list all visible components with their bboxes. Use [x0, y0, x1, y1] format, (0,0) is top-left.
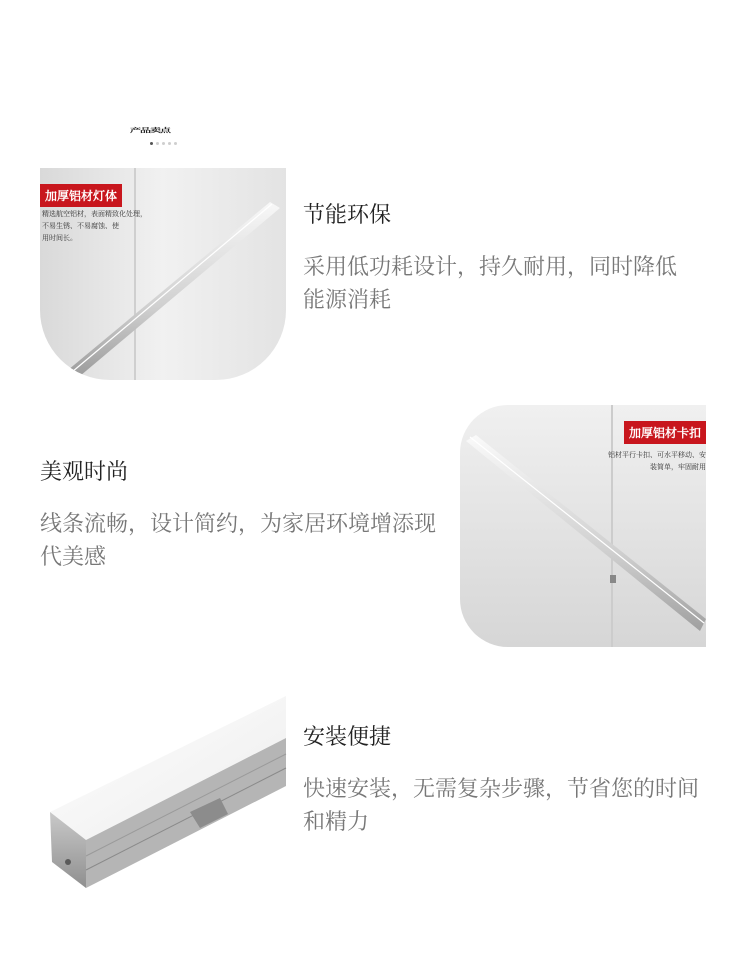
carousel-dots[interactable] — [150, 142, 177, 145]
feature-description: 快速安装，无需复杂步骤，节省您的时间和精力 — [303, 777, 700, 835]
promo-tag: 加厚铝材卡扣 — [624, 421, 706, 444]
feature-title: 节能环保 — [303, 203, 392, 228]
feature-energy-saving — [303, 198, 683, 317]
promo-tag: 加厚铝材灯体 — [40, 184, 122, 207]
feature-easy-install — [303, 720, 703, 839]
promo-desc-line: 铝材平行卡扣、可水平移动、安 — [608, 451, 706, 459]
feature-stylish — [40, 455, 440, 574]
feature-image-easy-install — [40, 690, 290, 900]
promo-desc-line: 用时间长。 — [42, 234, 77, 242]
feature-image-energy-saving — [40, 168, 286, 380]
promo-desc-line: 精选航空铝材，表面精致化处理， — [42, 210, 147, 218]
promo-desc-line: 装简单，牢固耐用 — [650, 463, 706, 471]
promo-desc — [42, 208, 147, 244]
feature-title: 美观时尚 — [40, 460, 129, 485]
carousel-dot[interactable] — [150, 142, 153, 145]
carousel-dot[interactable] — [168, 142, 171, 145]
carousel-dot[interactable] — [156, 142, 159, 145]
feature-description: 采用低功耗设计，持久耐用，同时降低能源消耗 — [303, 255, 678, 313]
feature-title: 安装便捷 — [303, 725, 392, 750]
feature-description: 线条流畅，设计简约，为家居环境增添现代美感 — [40, 512, 437, 570]
promo-desc — [608, 449, 706, 473]
feature-image-stylish — [460, 405, 706, 647]
carousel-caption: 产品卖点 — [130, 127, 170, 135]
carousel-dot[interactable] — [174, 142, 177, 145]
led-bar-closeup-image — [40, 690, 290, 900]
promo-desc-line: 不易生锈、不易腐蚀、使 — [42, 222, 119, 230]
carousel-dot[interactable] — [162, 142, 165, 145]
